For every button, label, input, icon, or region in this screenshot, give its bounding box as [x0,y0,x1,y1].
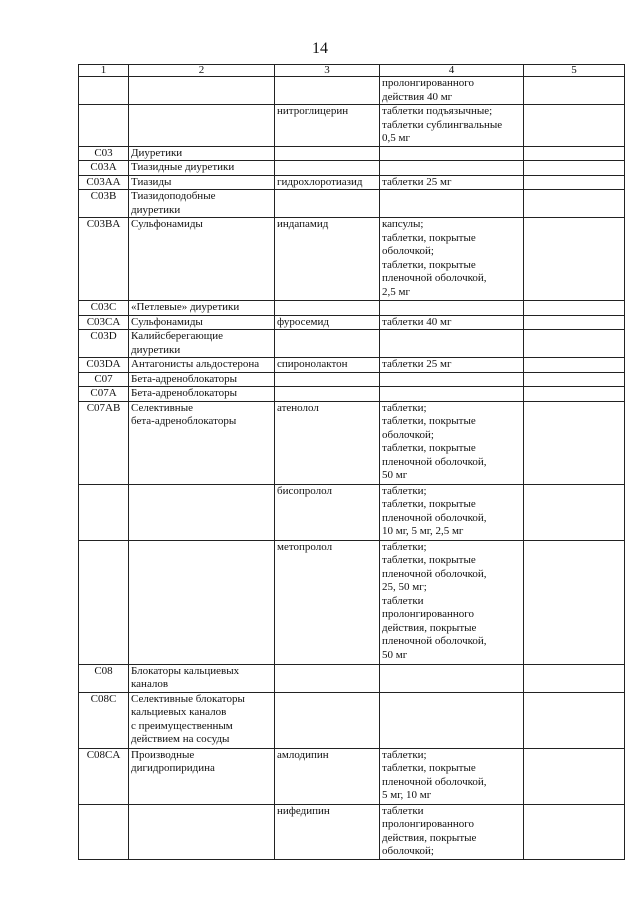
column-header: 4 [380,65,524,77]
note-cell [524,401,625,484]
group-name-cell: Тиазидоподобные диуретики [129,190,275,218]
drug-name-cell [275,190,380,218]
dosage-form-cell: капсулы; таблетки, покрытые оболочкой; таблетки, покрытые пленочной оболочкой, 2,5 мг [380,218,524,301]
table-row [79,692,625,748]
column-header: 2 [129,65,275,77]
dosage-form-cell [380,387,524,402]
atc-code-cell [79,804,129,859]
note-cell [524,540,625,664]
group-name-cell: Производные дигидропиридина [129,748,275,804]
drug-name-cell: спиронолактон [275,358,380,373]
atc-code-cell: C03CA [79,315,129,330]
note-cell [524,175,625,190]
drug-name-cell [275,692,380,748]
drug-name-cell [275,161,380,176]
atc-code-cell: C07AB [79,401,129,484]
dosage-form-cell: таблетки 40 мг [380,315,524,330]
drug-name-cell [275,664,380,692]
dosage-form-cell [380,664,524,692]
atc-code-cell: C07A [79,387,129,402]
dosage-form-cell [380,161,524,176]
group-name-cell: Тиазиды [129,175,275,190]
note-cell [524,372,625,387]
drug-name-cell [275,301,380,316]
table-row [79,105,625,147]
column-header: 3 [275,65,380,77]
note-cell [524,330,625,358]
note-cell [524,190,625,218]
atc-code-cell: C03AA [79,175,129,190]
atc-code-cell [79,540,129,664]
group-name-cell: Бета-адреноблокаторы [129,372,275,387]
table-row [79,484,625,540]
table-row [79,301,625,316]
dosage-form-cell [380,692,524,748]
table-row [79,748,625,804]
drug-name-cell: метопролол [275,540,380,664]
dosage-form-cell: таблетки; таблетки, покрытые оболочкой; таблетки, покрытые пленочной оболочкой, 50 мг [380,401,524,484]
note-cell [524,301,625,316]
column-header: 5 [524,65,625,77]
atc-code-cell: C08CA [79,748,129,804]
table-row [79,387,625,402]
table-row [79,77,625,105]
table-row [79,218,625,301]
table-row [79,804,625,859]
group-name-cell: Диуретики [129,146,275,161]
table-row [79,540,625,664]
drug-table [78,64,625,860]
table-row [79,190,625,218]
table-row [79,175,625,190]
group-name-cell [129,804,275,859]
atc-code-cell: C07 [79,372,129,387]
group-name-cell [129,540,275,664]
dosage-form-cell: таблетки; таблетки, покрытые пленочной оболочкой, 10 мг, 5 мг, 2,5 мг [380,484,524,540]
group-name-cell: Селективные бета-адреноблокаторы [129,401,275,484]
group-name-cell: Селективные блокаторы кальциевых каналов с преимущественным действием на сосуды [129,692,275,748]
atc-code-cell: C03C [79,301,129,316]
drug-name-cell: фуросемид [275,315,380,330]
atc-code-cell [79,484,129,540]
atc-code-cell: C03BA [79,218,129,301]
group-name-cell: Сульфонамиды [129,315,275,330]
atc-code-cell: C03A [79,161,129,176]
group-name-cell: Бета-адреноблокаторы [129,387,275,402]
group-name-cell: «Петлевые» диуретики [129,301,275,316]
drug-name-cell [275,387,380,402]
dosage-form-cell: таблетки; таблетки, покрытые пленочной оболочкой, 5 мг, 10 мг [380,748,524,804]
table-row [79,401,625,484]
group-name-cell: Сульфонамиды [129,218,275,301]
table-row [79,664,625,692]
atc-code-cell: C03B [79,190,129,218]
atc-code-cell [79,105,129,147]
drug-name-cell: индапамид [275,218,380,301]
note-cell [524,664,625,692]
table-row [79,315,625,330]
group-name-cell: Тиазидные диуретики [129,161,275,176]
column-header: 1 [79,65,129,77]
drug-name-cell: амлодипин [275,748,380,804]
note-cell [524,218,625,301]
dosage-form-cell: таблетки подъязычные; таблетки сублингвальные 0,5 мг [380,105,524,147]
atc-code-cell [79,77,129,105]
dosage-form-cell: таблетки 25 мг [380,175,524,190]
table-row [79,372,625,387]
group-name-cell [129,484,275,540]
dosage-form-cell: таблетки; таблетки, покрытые пленочной оболочкой, 25, 50 мг; таблетки пролонгированного действия, покрытые пленочной оболочкой, 50 мг [380,540,524,664]
drug-name-cell [275,146,380,161]
group-name-cell [129,105,275,147]
table-row [79,358,625,373]
note-cell [524,387,625,402]
dosage-form-cell: таблетки 25 мг [380,358,524,373]
dosage-form-cell: таблетки пролонгированного действия, покрытые оболочкой; [380,804,524,859]
drug-name-cell: гидрохлоротиазид [275,175,380,190]
atc-code-cell: C08 [79,664,129,692]
table-row [79,146,625,161]
group-name-cell: Калийсберегающие диуретики [129,330,275,358]
dosage-form-cell [380,301,524,316]
note-cell [524,358,625,373]
drug-name-cell [275,372,380,387]
dosage-form-cell: пролонгированного действия 40 мг [380,77,524,105]
table-row [79,330,625,358]
drug-name-cell: бисопролол [275,484,380,540]
dosage-form-cell [380,146,524,161]
drug-name-cell: атенолол [275,401,380,484]
drug-name-cell [275,330,380,358]
dosage-form-cell [380,190,524,218]
table-header-row [79,65,625,77]
note-cell [524,146,625,161]
drug-name-cell [275,77,380,105]
dosage-form-cell [380,330,524,358]
group-name-cell: Антагонисты альдостерона [129,358,275,373]
atc-code-cell: C03DA [79,358,129,373]
dosage-form-cell [380,372,524,387]
note-cell [524,748,625,804]
page-number: 14 [312,40,328,57]
drug-name-cell: нифедипин [275,804,380,859]
atc-code-cell: C03D [79,330,129,358]
note-cell [524,161,625,176]
group-name-cell: Блокаторы кальциевых каналов [129,664,275,692]
note-cell [524,77,625,105]
drug-name-cell: нитроглицерин [275,105,380,147]
table-row [79,161,625,176]
note-cell [524,105,625,147]
note-cell [524,692,625,748]
atc-code-cell: C03 [79,146,129,161]
atc-code-cell: C08C [79,692,129,748]
group-name-cell [129,77,275,105]
note-cell [524,315,625,330]
note-cell [524,484,625,540]
note-cell [524,804,625,859]
